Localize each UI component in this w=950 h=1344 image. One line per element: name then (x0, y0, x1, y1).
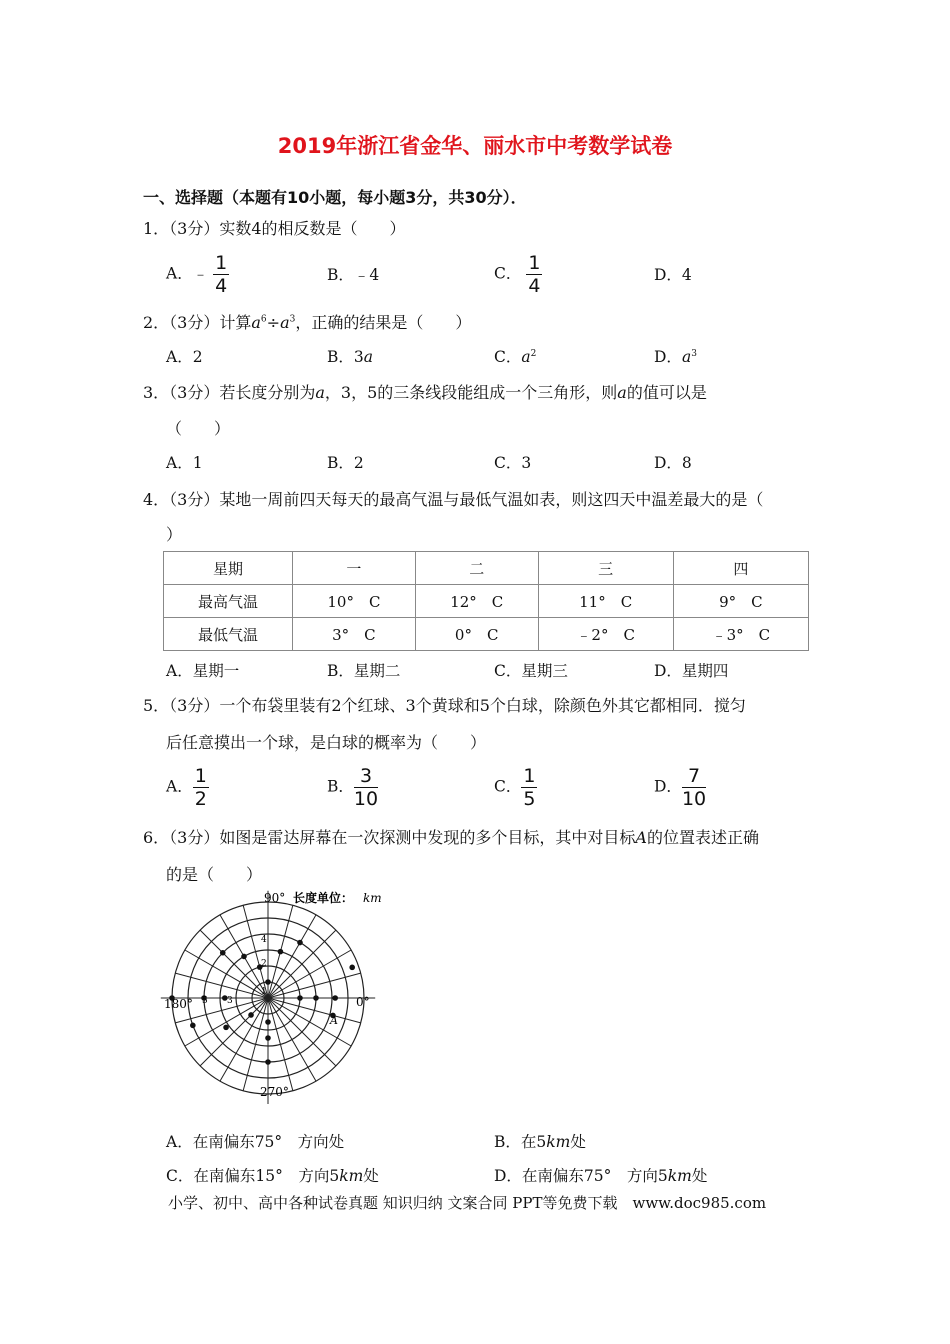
table-cell: 一 (293, 552, 416, 585)
label-270: 270° (260, 1085, 289, 1099)
question-6-stem: 6．（3分）如图是雷达屏幕在一次探测中发现的多个目标，其中对目标A的位置表述正确 (143, 828, 759, 847)
table-cell: 二 (415, 552, 538, 585)
table-cell: 10° C (293, 585, 416, 618)
q5-option-d: D． $\frac{7}{10}$ (654, 765, 707, 810)
radar-target-dot (265, 1035, 271, 1041)
question-4-paren: ） (166, 525, 183, 544)
label-0: 0° (356, 995, 370, 1009)
radar-spoke (268, 998, 336, 1066)
radar-target-dot (220, 950, 226, 956)
ring-label-1: 1 (261, 987, 267, 997)
table-cell: 最低气温 (164, 618, 293, 651)
q2-option-a: A．2 (166, 348, 203, 366)
unit-km: km (363, 891, 382, 905)
radar-target-dot (265, 1059, 271, 1065)
table-cell: 星期 (164, 552, 293, 585)
fraction: $\frac{1}{4}$ (215, 252, 228, 297)
option-label: A． (166, 264, 193, 283)
target-a-label: A (330, 1014, 338, 1027)
unit-label: 长度单位： (293, 891, 354, 905)
question-5-stem-2: 后任意摸出一个球，是白球的概率为（ ） (166, 733, 487, 752)
section-heading: 一、选择题（本题有10小题，每小题3分，共30分）． (143, 188, 527, 207)
q1-option-a (166, 253, 229, 296)
radar-spokes (161, 891, 375, 1104)
table-cell: 3° C (293, 618, 416, 651)
table-cell: 最高气温 (164, 585, 293, 618)
label-180: 180° (164, 997, 193, 1011)
fraction: $\frac{1}{5}$ (523, 765, 536, 810)
temperature-table (163, 551, 809, 651)
footer-text: 小学、初中、高中各种试卷真题 知识归纳 文案合同 PPT等免费下载 www.doc985.com (168, 1194, 767, 1212)
ring-label-5: 5 (202, 996, 208, 1006)
radar-target-dot (349, 965, 355, 971)
radar-spoke (268, 998, 351, 1046)
q6-option-a: A．在南偏东75° 方向处 (166, 1133, 345, 1151)
q5-option-b: B． $\frac{3}{10}$ (327, 765, 379, 810)
question-3-stem: 3．（3分）若长度分别为a，3，5的三条线段能组成一个三角形，则a的值可以是 (143, 383, 707, 402)
q3-option-d: D．8 (654, 454, 692, 472)
radar-target-dot (313, 995, 319, 1001)
label-90: 90° (264, 891, 286, 905)
q3-option-b: B．2 (327, 454, 364, 472)
q3-option-c: C．3 (494, 454, 532, 472)
radar-target-dot (241, 954, 247, 960)
q6-option-c: C．在南偏东15° 方向5km处 (166, 1167, 379, 1185)
option-label: C． (494, 264, 522, 283)
question-6-stem-2: 的是（ ） (166, 865, 263, 884)
radar-target-dot (248, 1012, 254, 1018)
radar-spoke (268, 915, 316, 998)
q6-option-d: D．在南偏东75° 方向5km处 (494, 1167, 708, 1185)
radar-spoke (268, 950, 351, 998)
radar-spoke (220, 998, 268, 1081)
radar-spoke (268, 998, 316, 1081)
table-cell: 9° C (673, 585, 808, 618)
radar-spoke (268, 930, 336, 998)
ring-label-2: 2 (261, 959, 267, 969)
question-2-stem: 2．（3分）计算$a^6\div a^3$，正确的结果是（ ） (143, 313, 472, 332)
radar-target-dot (223, 1025, 229, 1031)
radar-target-dot (278, 949, 284, 955)
table-cell: ﹣3° C (673, 618, 808, 651)
q6-option-b: B．在5km处 (494, 1133, 586, 1151)
radar-target-dot (297, 995, 303, 1001)
table-cell: ﹣2° C (538, 618, 673, 651)
q2-option-b: B．3a (327, 348, 374, 366)
radar-spoke (200, 930, 268, 998)
radar-target-dot (265, 1019, 271, 1025)
table-cell: 0° C (415, 618, 538, 651)
page-title: 2019年浙江省金华、丽水市中考数学试卷 (277, 134, 673, 158)
table-row (164, 585, 809, 618)
table-cell: 11° C (538, 585, 673, 618)
q1-option-c (494, 253, 542, 296)
q4-option-c: C．星期三 (494, 662, 568, 680)
q4-option-b: B．星期二 (327, 662, 401, 680)
q2-option-c: C．$a^2$ (494, 348, 537, 366)
minus-sign: ﹣ (192, 264, 209, 283)
radar-target-dot (265, 979, 271, 985)
q5-option-a: A． $\frac{1}{2}$ (166, 765, 207, 810)
ring-label-3: 3 (227, 996, 233, 1006)
radar-spoke (200, 998, 268, 1066)
fraction: $\frac{7}{10}$ (681, 765, 707, 810)
table-cell: 12° C (415, 585, 538, 618)
question-1-stem: 1．（3分）实数4的相反数是（ ） (143, 219, 406, 238)
table-header-row (164, 552, 809, 585)
q1-option-d: D．4 (654, 266, 692, 284)
radar-target-dot (332, 995, 338, 1001)
question-5-stem: 5．（3分）一个布袋里装有2个红球、3个黄球和5个白球，除颜色外其它都相同．搅匀 (143, 696, 746, 715)
fraction: $\frac{1}{2}$ (194, 765, 207, 810)
fraction: $\frac{3}{10}$ (353, 765, 379, 810)
table-row (164, 618, 809, 651)
table-cell: 三 (538, 552, 673, 585)
table-cell: 四 (673, 552, 808, 585)
q4-option-d: D．星期四 (654, 662, 729, 680)
ring-label-4: 4 (261, 935, 267, 945)
q3-option-a: A．1 (166, 454, 203, 472)
question-4-stem: 4．（3分）某地一周前四天每天的最高气温与最低气温如表，则这四天中温差最大的是（ (143, 490, 764, 509)
radar-spoke (185, 950, 268, 998)
q1-option-b: B．﹣4 (327, 266, 380, 284)
q4-option-a: A．星期一 (166, 662, 240, 680)
question-3-paren: （ ） (166, 419, 231, 438)
fraction: $\frac{1}{4}$ (528, 252, 541, 297)
q2-option-d: D．$a^3$ (654, 348, 697, 366)
radar-target-dot (190, 1023, 196, 1029)
q5-option-c: C． $\frac{1}{5}$ (494, 765, 536, 810)
radar-figure (160, 884, 400, 1104)
radar-target-dot (297, 940, 303, 946)
